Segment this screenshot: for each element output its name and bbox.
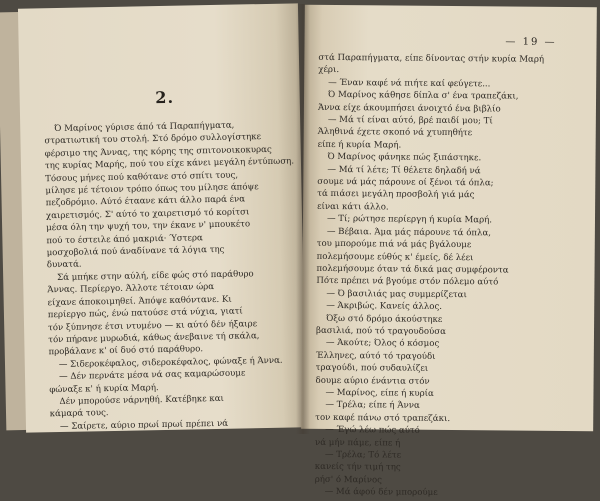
text-line: φώναξε κ' ή κυρία Μαρή. xyxy=(49,382,159,395)
text-line: Σά μπήκε στην αύλή, είδε φώς στό παράθυρο xyxy=(57,269,254,283)
page-number: — 19 — xyxy=(505,36,557,48)
left-page-text xyxy=(44,119,295,434)
text-line: — Άκριβώς. Κανείς άλλος. xyxy=(326,301,443,313)
book-gutter xyxy=(296,4,310,434)
text-line: κάμαρά τους. xyxy=(49,408,109,420)
text-line: στρατιωτική του στολή. Στό δρόμο συλλογίστηκε xyxy=(44,132,262,147)
text-line: — Μά τί λέτε; Τί θέλετε δηλαδή νά xyxy=(327,164,481,176)
right-page xyxy=(301,5,597,499)
text-line: δουμε αύριο ένάντια στόν xyxy=(315,375,430,387)
chapter-number: 2. xyxy=(155,87,175,108)
text-line: τραγούδι, πού συδαυλίζει xyxy=(315,362,429,374)
text-line: Όξω στό δρόμο άκούστηκε xyxy=(326,313,443,325)
text-line: — Μά άφού δέν μπορούμε xyxy=(324,487,438,499)
text-line: Ό Μαρίνος φάνηκε πώς ξιπάστηκε. xyxy=(327,152,482,164)
text-line: σουμε νά μάς πάρουνε οί ξένοι τά όπλα; xyxy=(317,176,494,189)
text-line: ρήσ' ό Μαρίνος xyxy=(314,474,383,486)
text-line: Άννας. Περίεργο. Άλλοτε τέτοιαν ώρα xyxy=(47,282,215,296)
text-line: — Τρέλα; είπε ή Άννα xyxy=(325,400,420,412)
text-line: μέσα όλη την ψυχή του, την έκανε ν' μπουκέτο xyxy=(46,219,251,234)
text-line: νά μήν πάμε, είπε ή xyxy=(314,437,401,449)
text-line: είχανε άποκοιμηθεί. Άπόψε καθόντανε. Κι xyxy=(47,294,232,308)
text-line: του μπορούμε πιά νά μάς βγάλουμε xyxy=(316,238,472,251)
text-line: στά Παραπήγματα, είπε δίνοντας στήν κυρία Μαρή xyxy=(318,52,545,65)
text-line: — Έναν καφέ νά πιήτε καί φεύγετε... xyxy=(328,77,491,90)
text-line: Δέν μπορούσε νάρνηθή. Κατέβηκε και xyxy=(59,393,224,407)
text-line: πολεμήσουμε όταν τά δικά μας συμφέροντα xyxy=(316,263,509,276)
text-line: — Μαρίνος, είπε ή κυρία xyxy=(325,387,434,399)
text-line: τά πιάσει μεγάλη προσβολή γιά μάς xyxy=(317,189,475,201)
text-line: φέρσιμο της Άννας, της κόρης της σπιτονοικοκυρας xyxy=(44,144,272,160)
text-line: — Δέν περνάτε μέσα νά σας καμαρώσουμε xyxy=(58,368,246,383)
text-line: Άννα είχε άκουμπήσει άνοιχτό ένα βιβλίο xyxy=(317,102,501,115)
text-line: είναι κάτι άλλο. xyxy=(317,201,389,213)
text-line: Έλληνες, αύτό τό τραγούδι xyxy=(315,350,436,362)
text-line: — Τί; ρώτησε περίεργη ή κυρία Μαρή. xyxy=(326,214,493,226)
text-line: — Μά τί είναι αύτό, βρέ παιδί μου; Τί xyxy=(327,114,493,127)
text-line: χέρι. xyxy=(318,65,340,76)
text-line: τόν ξύπνησε έτσι ντυμένο — κι αύτό δέν ήξαιρε xyxy=(47,318,258,333)
text-line: δυνατά. xyxy=(46,260,82,271)
left-page xyxy=(18,3,306,432)
text-line: Πότε πρέπει νά βγούμε στόν πόλεμο αύτό xyxy=(316,276,499,288)
text-line: — Άκούτε; Όλος ό κόσμος xyxy=(325,338,440,350)
text-line: τόν πήρανε μυρωδιά, κάθως άνεβαινε τή σκάλα, xyxy=(48,331,260,346)
text-line: μίλησε μέ τέτοιον τρόπο όπως του μίλησε άπόψε xyxy=(45,182,259,197)
text-line: προβάλανε κ' οί δυό στό παράθυρο. xyxy=(48,344,204,358)
text-line: πού το έστειλε άπό μακριά· Ύστερα xyxy=(46,232,203,246)
right-page-text xyxy=(315,52,587,501)
text-line: Άληθινά έχετε σκοπό νά χτυπηθήτε xyxy=(317,127,473,139)
text-line: Ό Μαρίνος γύρισε άπό τά Παραπήγματα, xyxy=(54,120,235,135)
text-line: είπε ή κυρία Μαρή. xyxy=(317,139,402,151)
text-line: πεζοδρόμιο. Αύτό έταανε κάτι άλλο παρά ένα xyxy=(45,194,246,209)
text-line: τον καφέ πάνω στό τραπεζάκι. xyxy=(315,412,451,424)
text-line: — Ό βασιλιάς μας συμμερίζεται xyxy=(326,288,467,300)
text-line: Τόσους μήνες πού καθότανε στό σπίτι τους, xyxy=(45,170,239,184)
text-line: της κυρίας Μαρής, πού του είχε κάνει μεγάλη έντύπωση. xyxy=(44,156,295,172)
text-line: — Βέβαια. Άμα μάς πάρουνε τά όπλα, xyxy=(326,226,492,239)
text-line: πολεμήσουμε εύθύς κ' έμείς, δέ λέει xyxy=(316,251,474,263)
text-line: βασιλιά, πού τό τραγουδούσα xyxy=(315,325,446,337)
text-line: — Σαίρετε, αύριο πρωί πρωί πρέπει νά xyxy=(59,418,229,432)
text-line: κανείς τήν τιμή της xyxy=(314,462,401,473)
text-line: — Σιδεροκέφαλος, σιδεροκέφαλος, φώναξε ή Άννα. xyxy=(58,355,283,370)
text-line: χαιρετισμός. Σ' αύτό το χαιρετισμό τό κορίτσι xyxy=(45,207,250,222)
text-line: περίεργο πώς, ένώ πατούσε στά νύχια, γιατί xyxy=(47,306,243,321)
text-line: — Έγώ λέω πώς αύτό xyxy=(325,425,420,436)
text-line: μοσχοβολιά πού άναδίνανε τά λόγια της xyxy=(46,244,225,259)
text-line: Ό Μαρίνος κάθησε δίπλα σ' ένα τραπεζάκι, xyxy=(328,90,519,102)
text-line: — Τρέλα; Τό λέτε xyxy=(324,449,402,461)
